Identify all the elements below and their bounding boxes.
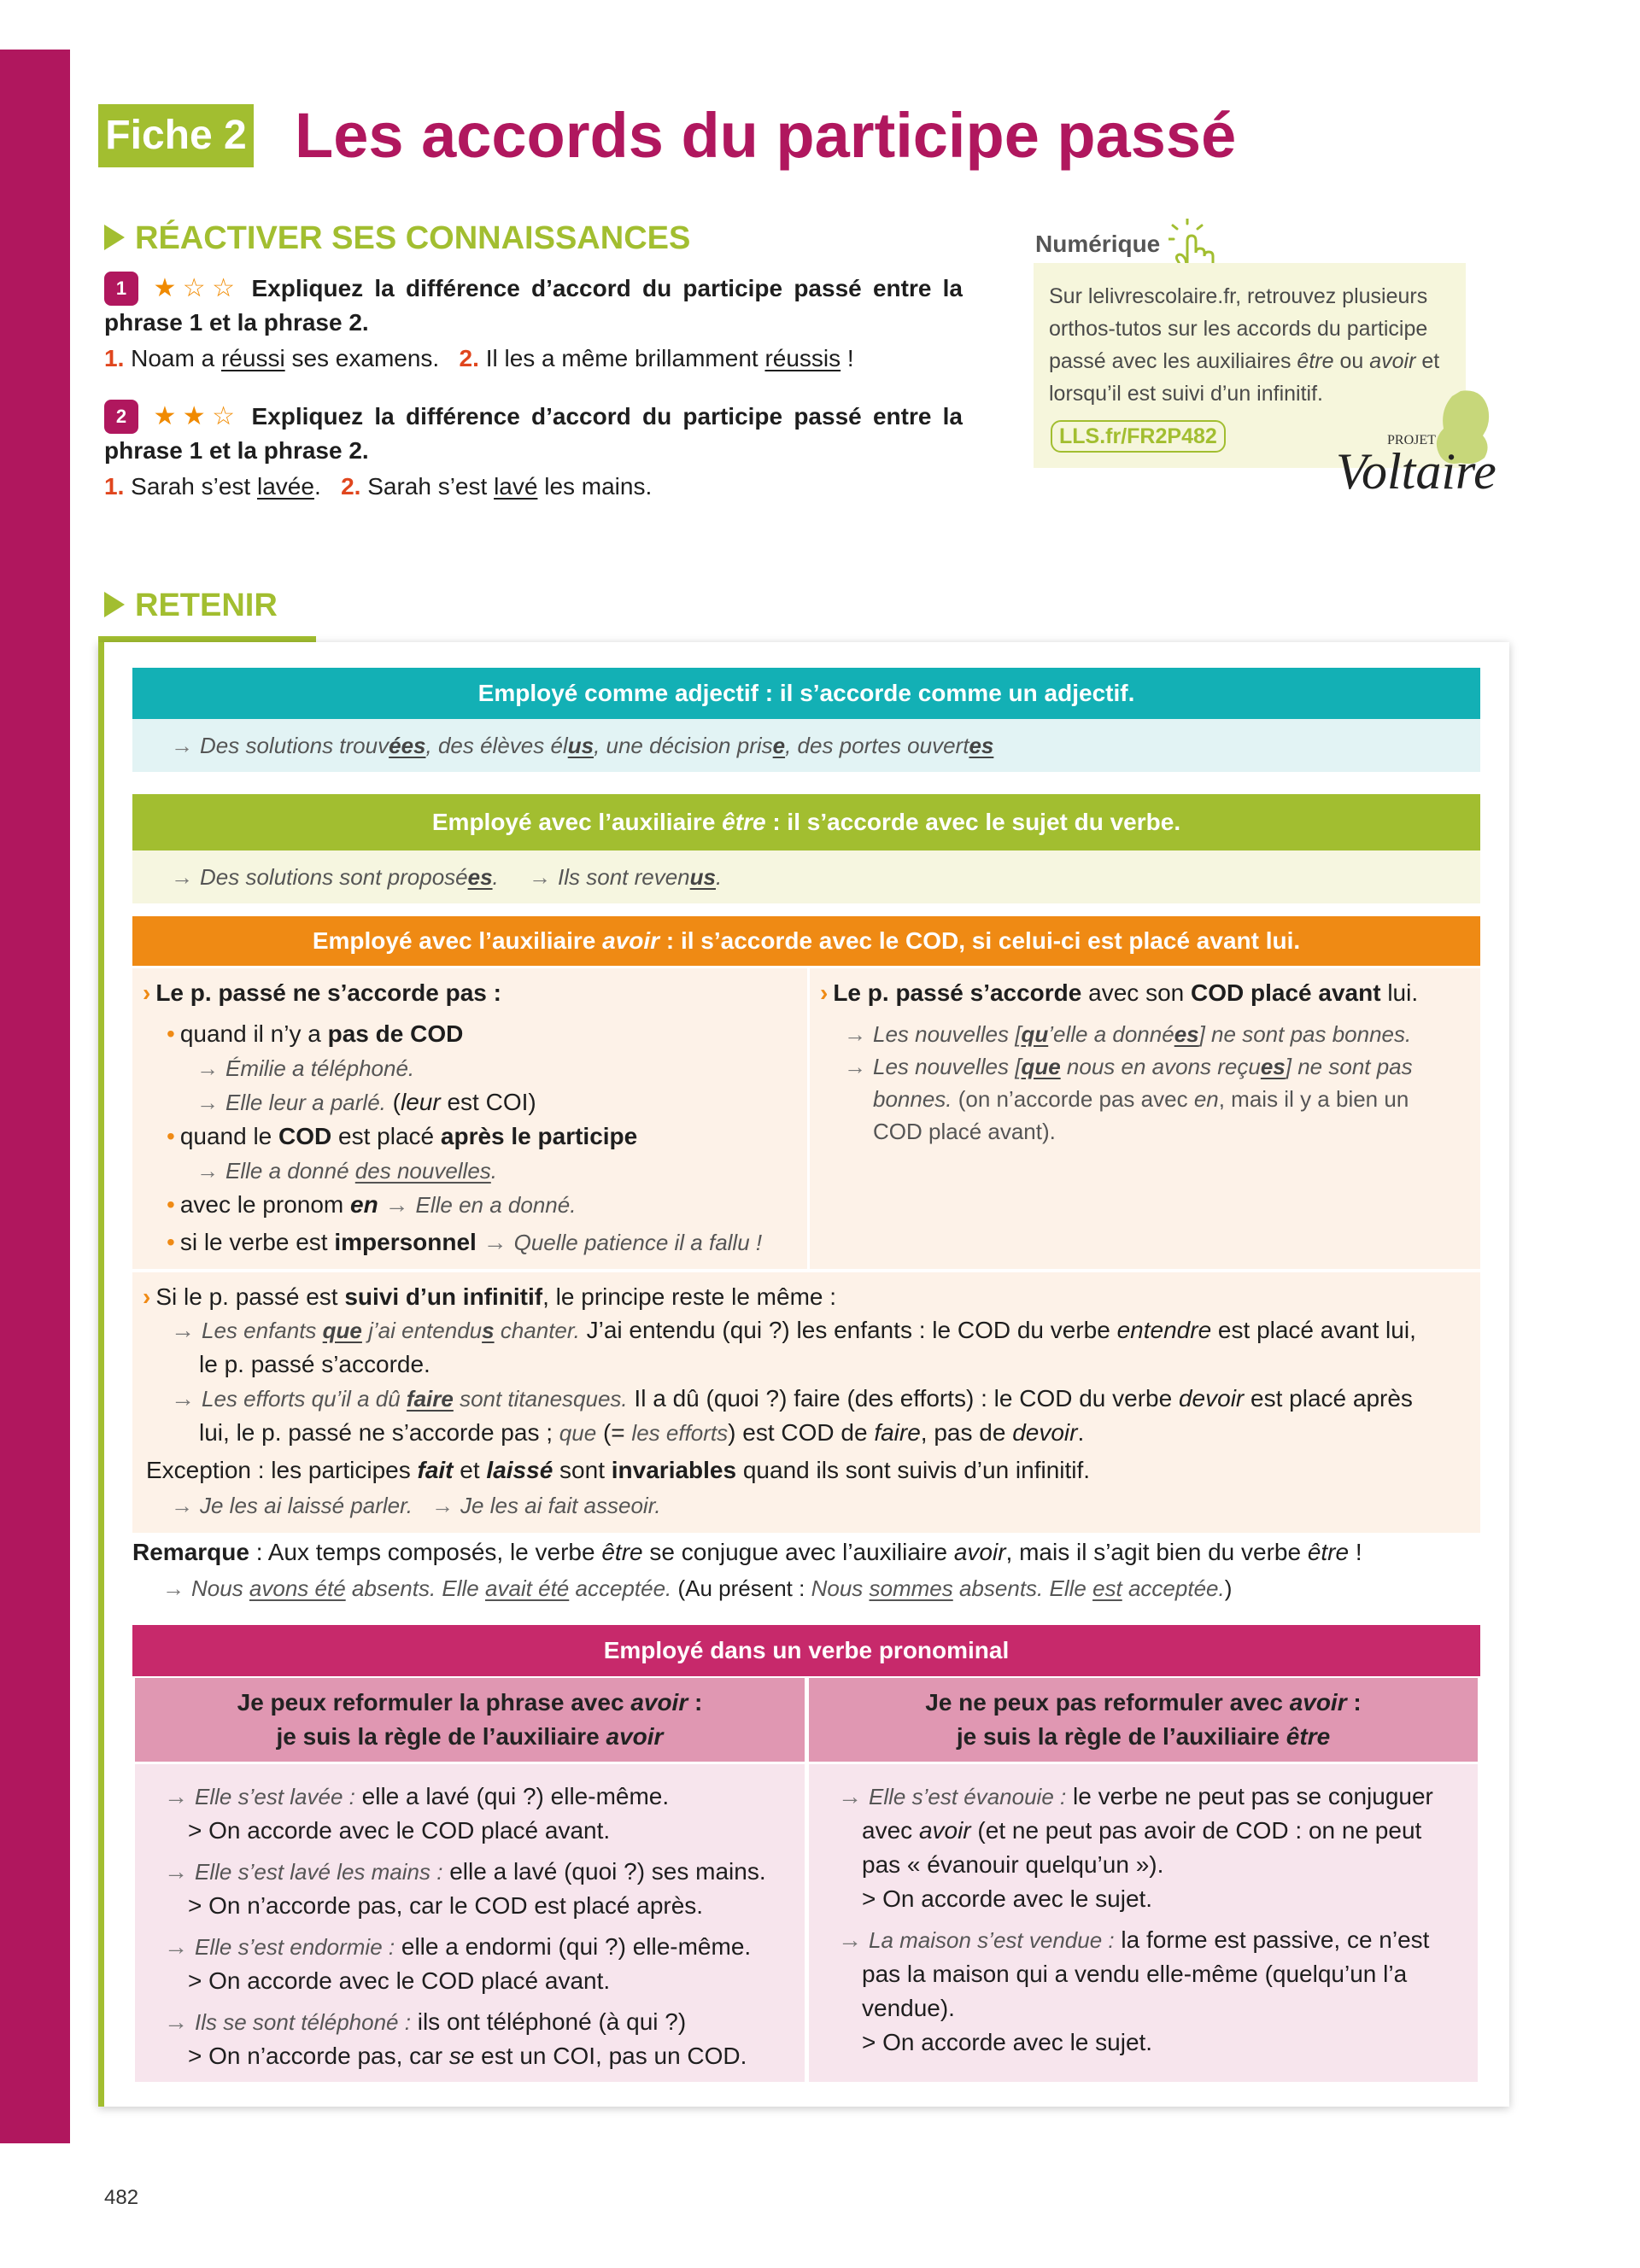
pronominal-avoir-item: → Ils se sont téléphoné : ils ont téléphoné (à qui ?) > On n’accorde pas, car se est un COI, pas un COD.: [164, 2008, 747, 2069]
rule-no-cod: • quand il n’y a pas de COD: [167, 1020, 464, 1047]
numerique-text: Sur lelivrescolaire.fr, retrouvez plusieurs orthos-tutos sur les accords du participe passé avec les auxiliaires être ou avoir et lorsqu’il est suivi d’un infinitif.: [1049, 284, 1440, 406]
no-agreement-title: › Le p. passé ne s’accorde pas :: [143, 979, 501, 1006]
rule-impersonnel: • si le verbe est impersonnel → Quelle patience il a fallu !: [167, 1229, 763, 1255]
rule-cod-after: • quand le COD est placé après le participe: [167, 1123, 638, 1149]
numerique-label: Numérique: [1035, 231, 1161, 257]
exercise-question: Expliquez la différence d’accord du participe passé entre la phrase 1 et la phrase 2.: [104, 275, 963, 336]
pronominal-etre-item: → La maison s’est vendue : la forme est passive, ce n’est pas la maison qui a vendu elle-même (quelqu’un l’a vendue). > On accorde avec le sujet.: [838, 1926, 1430, 2055]
band-avoir: Employé avec l’auxiliaire avoir : il s’accorde avec le COD, si celui-ci est placé avant lui.: [132, 916, 1480, 966]
pronominal-head-etre: Je ne peux pas reformuler avec avoir : je suis la règle de l’auxiliaire être: [809, 1678, 1478, 1762]
section-reactiver: RÉACTIVER SES CONNAISSANCES: [104, 220, 690, 257]
page-number: 482: [104, 2186, 139, 2209]
svg-text:PROJET: PROJET: [1387, 433, 1436, 447]
band-etre: Employé avec l’auxiliaire être : il s’accorde avec le sujet du verbe.: [132, 794, 1480, 850]
numerique-link[interactable]: LLS.fr/FR2P482: [1051, 420, 1226, 453]
example-no-cod-2: → Elle leur a parlé. (leur est COI): [196, 1089, 536, 1115]
avoir-no-agreement-column: [132, 968, 807, 1269]
exercise-sentences: 1. Sarah s’est lavée. 2. Sarah s’est lavé les mains.: [104, 473, 653, 500]
pronominal-avoir-item: → Elle s’est endormie : elle a endormi (qui ?) elle-même. > On accorde avec le COD placé avant.: [164, 1933, 752, 1994]
example-agreement-1: → Les nouvelles [qu’elle a données] ne sont pas bonnes.: [844, 1021, 1412, 1047]
infinitif-example-1-cont: le p. passé s’accorde.: [199, 1351, 430, 1377]
band-adjectif: Employé comme adjectif : il s’accorde comme un adjectif.: [132, 668, 1480, 719]
infinitif-block: [132, 1272, 1480, 1533]
section-retenir: RETENIR: [104, 587, 278, 624]
pronominal-etre-item: → Elle s’est évanouie : le verbe ne peut pas se conjuguer avec avoir (et ne peut pas avoir de COD : on ne peut pas « évanouir quelqu’un »). > On accorde avec le sujet.: [838, 1783, 1433, 1912]
exercise-sentences: 1. Noam a réussi ses examens. 2. Il les a même brillamment réussis !: [104, 345, 854, 371]
projet-voltaire-logo: [1332, 384, 1512, 529]
retenir-accent-line: [98, 636, 316, 642]
triangle-icon: [104, 592, 125, 617]
infinitif-example-2-cont: lui, le p. passé ne s’accorde pas ; que (= les efforts) est COD de faire, pas de devoir.: [199, 1419, 1085, 1446]
example-agreement-2-end: COD placé avant).: [873, 1119, 1056, 1144]
infinitif-example-1: → Les enfants que j’ai entendus chanter. J’ai entendu (qui ?) les enfants : le COD du verbe entendre est placé avant lui,: [171, 1317, 1416, 1343]
example-agreement-2-cont: bonnes. (on n’accorde pas avec en, mais il y a bien un: [873, 1086, 1409, 1112]
exercise-question: Expliquez la différence d’accord du participe passé entre la phrase 1 et la phrase 2.: [104, 403, 963, 464]
page-margin-bar: [0, 50, 70, 2143]
pronominal-avoir-column: [135, 1764, 805, 2082]
star-rating-icon: ★★☆: [149, 402, 242, 430]
exception-examples: → Je les ai laissé parler. → Je les ai fait asseoir.: [171, 1493, 661, 1518]
exception-rule: Exception : les participes fait et laissé sont invariables quand ils sont suivis d’un infinitif.: [146, 1457, 1091, 1483]
pronominal-avoir-item: → Elle s’est lavé les mains : elle a lavé (quoi ?) ses mains. > On n’accorde pas, car le COD est placé après.: [164, 1858, 766, 1919]
remarque: Remarque : Aux temps composés, le verbe être se conjugue avec l’auxiliaire avoir, mais il s’agit bien du verbe être !: [132, 1539, 1362, 1565]
fiche-tag: Fiche 2: [98, 104, 254, 167]
star-rating-icon: ★☆☆: [149, 274, 242, 302]
etre-example: → Des solutions sont proposées. → Ils sont revenus.: [132, 850, 1480, 903]
band-pronominal: Employé dans un verbe pronominal: [132, 1625, 1480, 1676]
example-agreement-2: → Les nouvelles [que nous en avons reçues] ne sont pas: [844, 1054, 1413, 1079]
example-no-cod-1: → Émilie a téléphoné.: [196, 1055, 415, 1081]
triangle-icon: [104, 225, 125, 250]
pronominal-etre-column: [809, 1764, 1478, 2082]
pronominal-avoir-item: → Elle s’est lavée : elle a lavé (qui ?) elle-même. > On accorde avec le COD placé avant.: [164, 1783, 670, 1844]
svg-text:Voltaire: Voltaire: [1336, 443, 1496, 500]
avoir-agreement-column: [810, 968, 1480, 1269]
adjectif-example: → Des solutions trouvées, des élèves élus, une décision prise, des portes ouvertes: [132, 719, 1480, 772]
infinitif-example-2: → Les efforts qu’il a dû faire sont titanesques. Il a dû (quoi ?) faire (des efforts) : le COD du verbe devoir est placé après: [171, 1385, 1413, 1412]
exercise-number: 2: [104, 400, 138, 434]
pronominal-head-avoir: Je peux reformuler la phrase avec avoir : je suis la règle de l’auxiliaire avoir: [135, 1678, 805, 1762]
page-title: Les accords du participe passé: [295, 100, 1237, 171]
infinitif-rule: › Si le p. passé est suivi d’un infinitif, le principe reste le même :: [143, 1283, 837, 1310]
exercise-1: [104, 272, 963, 376]
example-cod-after: → Elle a donné des nouvelles.: [196, 1158, 498, 1184]
rule-pronom-en: • avec le pronom en → Elle en a donné.: [167, 1191, 577, 1218]
agreement-title: › Le p. passé s’accorde avec son COD placé avant lui.: [820, 979, 1419, 1006]
exercise-number: 1: [104, 272, 138, 306]
remarque-example: → Nous avons été absents. Elle avait été acceptée. (Au présent : Nous sommes absents. Elle est acceptée.): [162, 1575, 1233, 1601]
exercise-2: [104, 400, 963, 504]
